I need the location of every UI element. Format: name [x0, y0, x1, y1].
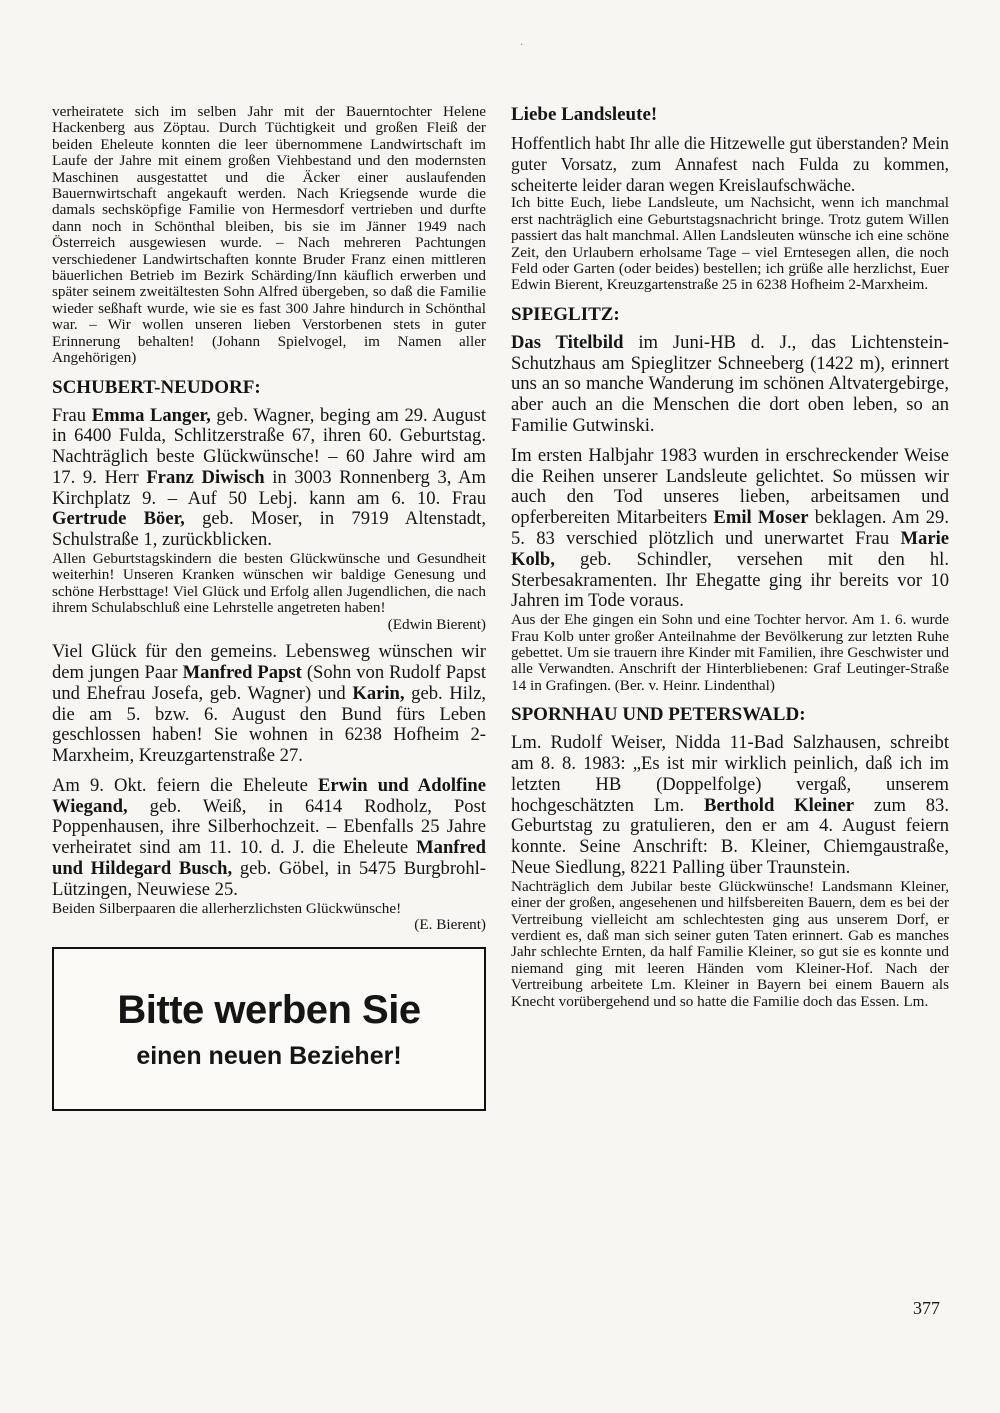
ad-headline: Bitte werben Sie: [117, 988, 421, 1033]
right-paragraph-heatwave: Hoffentlich habt Ihr alle die Hitzewelle gut überstanden? Mein guter Vorsatz, zum Annafest nach Fulda zu kommen, scheiterte leider daran wegen Kreislaufschwäche.: [511, 133, 949, 195]
right-paragraph-family: Aus der Ehe gingen ein Sohn und eine Tochter hervor. Am 1. 6. wurde Frau Kolb unter großer Anteilnahme der Bevölkerung zur letzten Ruhe gebettet. Um sie trauern ihre Kinder mit Familien, ihre Geschwister und alle Verwandten. Anschrift der Hinterbliebenen: Graf Leutinger-Straße 14 in Grafingen. (Ber. v. Heinr. Lindenthal): [511, 611, 949, 694]
page-number: 377: [913, 1298, 940, 1318]
right-column: [511, 104, 949, 1010]
left-paragraph-greetings: Allen Geburtstagskindern die besten Glückwünsche und Gesundheit weiterhin! Unseren Kranken wünschen wir baldige Genesung und schöne Herbsttage! Viel Glück und Erfolg allen Jugendlichen, die nach ihrem Schulabschluß eine Lehrstelle angetreten haben!: [52, 550, 486, 617]
right-paragraph-kleiner: Nachträglich dem Jubilar beste Glückwünsche! Landsmann Kleiner, einer der großen, angesehenen und hilfsbereiten Bauern, dem es bei der Vertreibung vielleicht am schlechtesten ging aus unserem Dorf, er verdient es, daß man sich seiner guten Taten erinnert. Gab es manches Jahr schlechte Ernten, da half Familie Kleiner, so gut sie es konnte und niemand ging mit leeren Händen vom Kleiner-Hof. Nach der Vertreibung arbeitete Lm. Kleiner in Bayern bei einem Bauern als Knecht vorübergehend und so hatte die Familie doch das Essen. Lm.: [511, 877, 949, 1010]
heading-spieglitz: SPIEGLITZ:: [511, 303, 620, 325]
advertisement-box: [52, 947, 486, 1111]
right-paragraph-weiser: Lm. Rudolf Weiser, Nidda 11-Bad Salzhausen, schreibt am 8. 8. 1983: „Es ist mir wirklich peinlich, daß ich im letzten HB (Doppelfolge) vergaß, unserem hochgeschätzten Lm. Berthold Kleiner zum 83. Geburtstag zu gratulieren, den er am 4. August feiern konnte. Seine Anschrift: B. Kleiner, Chiemgaustraße, Neue Siedlung, 8221 Palling über Traunstein.: [511, 732, 949, 878]
signature-bierent: (E. Bierent): [414, 916, 486, 934]
top-mark: ·: [520, 40, 524, 51]
left-paragraph-silver-wedding: Am 9. Okt. feiern die Eheleute Erwin und Adolfine Wiegand, geb. Weiß, in 6414 Rodholz, Post Poppenhausen, ihre Silberhochzeit. – Ebenfalls 25 Jahre verheiratet sind am 11. 10. d. J. die Eheleute Manfred und Hildegard Busch, geb. Göbel, in 5475 Burgbrohl-Lützingen, Neuwiese 25.: [52, 774, 486, 900]
left-paragraph-wedding: Viel Glück für den gemeins. Lebensweg wünschen wir dem jungen Paar Manfred Papst (Sohn von Rudolf Papst und Ehefrau Josefa, geb. Wagner) und Karin, geb. Hilz, die am 5. bzw. 6. August den Bund fürs Leben geschlossen haben! Sie wohnen in 6238 Hofheim 2-Marxheim, Kreuzgartenstraße 27.: [52, 641, 487, 767]
right-paragraph-obituary: Im ersten Halbjahr 1983 wurden in erschreckender Weise die Reihen unserer Landsleute gelichtet. So müssen wir auch den Tod unseres lieben, arbeitsamen und opferbereiten Mitarbeiters Emil Moser beklagen. Am 29. 5. 83 verschied plötzlich und unerwartet Frau Marie Kolb, geb. Schindler, versehen mit den hl. Sterbesakramenten. Ihr Ehegatte ging ihr bereits vor 10 Jahren im Tode voraus.: [511, 444, 949, 612]
left-paragraph-spielvogel: verheiratete sich im selben Jahr mit der Bauerntochter Helene Hackenberg aus Zöptau. Durch Tüchtigkeit und großen Fleiß der beiden Eheleute konnten die leer übernommene Landwirtschaft im Laufe der Jahre mit einem großen Viehbestand und den modernsten Maschinen ausgestattet und die Äcker einer auslaufenden Bauernwirtschaft angekauft werden. Nach Kriegsende wurde die damals sechsköpfige Familie von Hermesdorf vertrieben und durfte dann noch in Schönthal bleiben, bis sie im Jänner 1949 nach Österreich ausgewiesen wurde. – Nach mehreren Pachtungen verschiedener Landwirtschaften konnte Bruder Franz einen mittleren bäuerlichen Betrieb im Bezirk Schärding/Inn käuflich erwerben und später seinem zweitältesten Sohn Alfred übergeben, so daß die Familie wieder seßhaft wurde, wie sie es fast 300 Jahre hindurch in Schönthal war. – Wir wollen unseren lieben Verstorbenen stets in guter Erinnerung behalten! (Johann Spielvogel, im Namen aller Angehörigen): [52, 103, 486, 367]
left-paragraph-birthdays: Frau Emma Langer, geb. Wagner, beging am 29. August in 6400 Fulda, Schlitzerstraße 67, ihren 60. Geburtstag. Nachträglich beste Glückwünsche! – 60 Jahre wird am 17. 9. Herr Franz Diwisch in 3003 Ronnenberg 3, Am Kirchplatz 9. – Auf 50 Lebj. kann am 6. 10. Frau Gertrude Böer, geb. Moser, in 7919 Altenstadt, Schulstraße 1, zurückblicken.: [52, 404, 487, 551]
right-paragraph-titelbild: Das Titelbild im Juni-HB d. J., das Lichtenstein-Schutzhaus am Spieglitzer Schneeberg (1422 m), erinnert uns an so manche Wanderung im schönen Altvatergebirge, aber auch an die Menschen die dort oben leben, so an Familie Gutwinski.: [511, 331, 949, 437]
heading-liebe-landsleute: Liebe Landsleute!: [511, 104, 658, 125]
right-paragraph-apology: Ich bitte Euch, liebe Landsleute, um Nachsicht, wenn ich manchmal erst nachträglich eine Geburtstagsnachricht bringe. Trotz gutem Willen passiert das halt manchmal. Allen Landsleuten wünsche ich eine schöne Zeit, den Urlaubern erholsame Tage – viel Erntesegen allen, die noch Feld oder Garten (oder beides) bestellen; ich grüße alle herzlichst, Euer Edwin Bierent, Kreuzgartenstraße 25 in 6238 Hofheim 2-Marxheim.: [511, 194, 949, 294]
ad-subline: einen neuen Bezieher!: [136, 1042, 402, 1071]
left-paragraph-silver-congrats: Beiden Silberpaaren die allerherzlichsten Glückwünsche!: [52, 899, 402, 917]
heading-spornhau-peterswald: SPORNHAU UND PETERSWALD:: [511, 704, 806, 726]
heading-schubert-neudorf: SCHUBERT-NEUDORF:: [52, 376, 261, 398]
signature-edwin: (Edwin Bierent): [387, 615, 486, 633]
left-column: [52, 104, 486, 1111]
